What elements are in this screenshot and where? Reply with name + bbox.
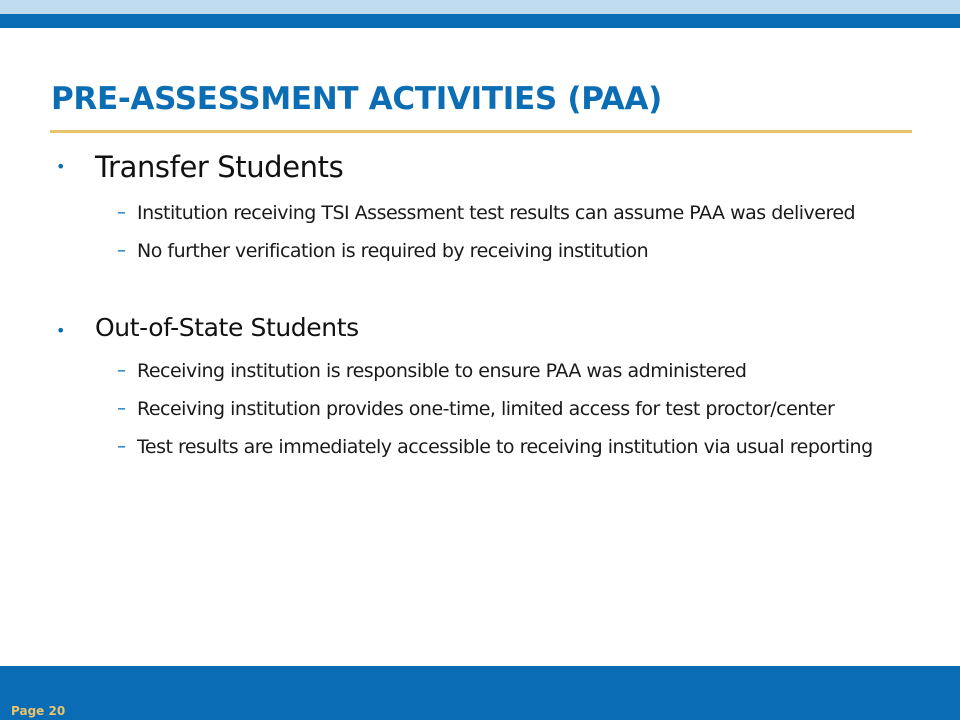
list-item-text: Receiving institution is responsible to ensure PAA was administered (137, 360, 747, 382)
dash-icon: – (117, 436, 126, 457)
list-item-text: Institution receiving TSI Assessment test results can assume PAA was delivered (137, 202, 856, 224)
list-item (56, 433, 916, 461)
section-transfer-students (56, 145, 916, 265)
sub-list (56, 357, 916, 461)
dash-icon: – (117, 360, 126, 381)
dash-icon: – (117, 202, 126, 223)
section-out-of-state-students (56, 309, 916, 461)
section-heading: Out-of-State Students (95, 313, 359, 342)
dash-icon: – (117, 398, 126, 419)
list-item-text: Receiving institution provides one-time, limited access for test proctor/center (137, 398, 835, 420)
list-item (56, 199, 916, 227)
list-item-text: No further verification is required by receiving institution (137, 240, 649, 262)
page-number: Page 20 (11, 704, 66, 718)
list-item (56, 237, 916, 265)
slide-title: PRE-ASSESSMENT ACTIVITIES (PAA) (51, 81, 663, 117)
dash-icon: – (117, 240, 126, 261)
footer-band (0, 666, 960, 720)
list-item (56, 357, 916, 385)
bullet-item (56, 309, 916, 347)
bullet-icon: • (56, 157, 66, 176)
title-divider (50, 130, 912, 133)
list-item (56, 395, 916, 423)
section-heading: Transfer Students (95, 150, 344, 184)
header-band-dark (0, 14, 960, 28)
header-band-light (0, 0, 960, 14)
slide-body (56, 145, 916, 461)
sub-list (56, 199, 916, 265)
bullet-icon: • (56, 321, 66, 340)
list-item-text: Test results are immediately accessible to receiving institution via usual reporting (137, 436, 873, 458)
bullet-item (56, 145, 916, 189)
